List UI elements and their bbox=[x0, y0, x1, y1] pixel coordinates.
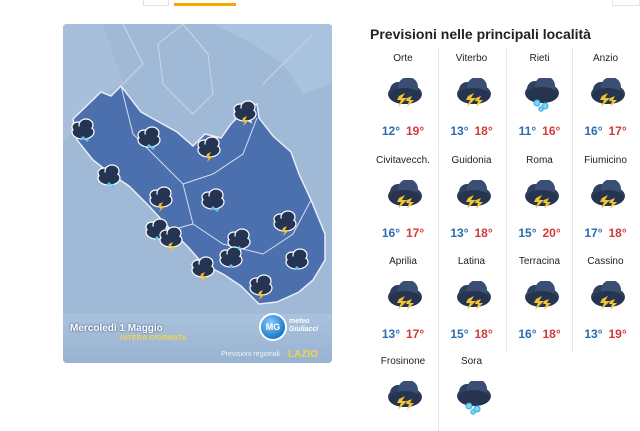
location-name: Orte bbox=[393, 53, 413, 64]
location-name: Frosinone bbox=[380, 356, 426, 367]
thunderstorm-icon bbox=[383, 180, 425, 214]
min-temperature: 17° bbox=[584, 226, 603, 240]
map-rain-icon-5 bbox=[98, 165, 120, 185]
thunderstorm-icon bbox=[452, 78, 494, 112]
min-temperature: 16° bbox=[381, 226, 400, 240]
forecast-cell[interactable] bbox=[506, 48, 572, 149]
thunderstorm-icon bbox=[383, 78, 425, 112]
forecast-cell[interactable] bbox=[572, 150, 638, 251]
temperature-range bbox=[573, 226, 638, 240]
temperature-range bbox=[507, 226, 572, 240]
forecast-cell[interactable] bbox=[506, 251, 572, 352]
forecast-cell[interactable] bbox=[438, 48, 504, 149]
forecast-cell[interactable] bbox=[438, 351, 504, 431]
thunderstorm-icon bbox=[383, 281, 425, 315]
active-tab-indicator bbox=[174, 3, 236, 6]
temperature-range bbox=[439, 427, 504, 431]
forecast-cell[interactable] bbox=[438, 251, 504, 352]
map-date: Mercoledì 1 Maggio bbox=[70, 323, 163, 334]
thunderstorm-icon bbox=[586, 281, 628, 315]
thunderstorm-icon bbox=[586, 78, 628, 112]
map-rain-icon-2 bbox=[138, 127, 160, 147]
top-tab-left[interactable] bbox=[143, 0, 169, 6]
brand-name: meteo Giuliacci bbox=[289, 318, 319, 333]
location-name: Guidonia bbox=[451, 155, 492, 166]
forecast-cell[interactable] bbox=[370, 251, 436, 352]
thunderstorm-icon bbox=[452, 281, 494, 315]
top-tab-right[interactable] bbox=[612, 0, 640, 6]
rain-icon bbox=[520, 78, 562, 112]
max-temperature: 18° bbox=[474, 124, 493, 138]
location-name: Anzio bbox=[592, 53, 618, 64]
thunderstorm-icon bbox=[383, 381, 425, 415]
location-name: Terracina bbox=[518, 256, 561, 267]
temperature-range bbox=[370, 124, 436, 138]
map-rain-icon-9 bbox=[228, 229, 250, 249]
forecast-cell[interactable] bbox=[370, 48, 436, 149]
min-temperature: 11° bbox=[518, 124, 537, 138]
location-name: Cassino bbox=[587, 256, 624, 267]
rain-icon bbox=[452, 381, 494, 415]
location-name: Roma bbox=[526, 155, 553, 166]
temperature-range bbox=[507, 124, 572, 138]
brand-logo[interactable] bbox=[259, 313, 327, 343]
temperature-range bbox=[370, 427, 436, 431]
map-period: INTERA GIORNATA bbox=[120, 335, 188, 342]
forecast-cell[interactable] bbox=[572, 251, 638, 352]
temperature-range bbox=[439, 226, 504, 240]
max-temperature: 19° bbox=[608, 327, 627, 341]
forecast-cell[interactable] bbox=[506, 150, 572, 251]
max-temperature: 18° bbox=[474, 327, 493, 341]
min-temperature: 13° bbox=[450, 226, 469, 240]
location-name: Civitavecch. bbox=[376, 155, 430, 166]
thunderstorm-icon bbox=[520, 281, 562, 315]
temperature-range bbox=[370, 327, 436, 341]
map-rain-icon-11 bbox=[286, 249, 308, 269]
location-name: Latina bbox=[457, 256, 486, 267]
max-temperature: 17° bbox=[406, 226, 425, 240]
thunderstorm-icon bbox=[452, 180, 494, 214]
location-name: Aprilia bbox=[389, 256, 417, 267]
location-name: Sora bbox=[460, 356, 483, 367]
temperature-range bbox=[573, 124, 638, 138]
map-rain-icon-13 bbox=[220, 247, 242, 267]
brand-logo-icon: MG bbox=[259, 313, 287, 341]
max-temperature: 18° bbox=[608, 226, 627, 240]
min-temperature: 16° bbox=[518, 327, 537, 341]
min-temperature: 15° bbox=[518, 226, 537, 240]
forecast-cell[interactable] bbox=[572, 48, 638, 149]
temperature-range bbox=[370, 226, 436, 240]
temperature-range bbox=[507, 327, 572, 341]
thunderstorm-icon bbox=[586, 180, 628, 214]
max-temperature: 18° bbox=[474, 226, 493, 240]
min-temperature: 13° bbox=[450, 124, 469, 138]
max-temperature: 20° bbox=[542, 226, 561, 240]
forecast-cell[interactable] bbox=[370, 351, 436, 431]
min-temperature: 13° bbox=[584, 327, 603, 341]
temperature-range bbox=[439, 327, 504, 341]
min-temperature: 12° bbox=[381, 124, 400, 138]
temperature-range bbox=[439, 124, 504, 138]
max-temperature: 17° bbox=[406, 327, 425, 341]
max-temperature: 19° bbox=[406, 124, 425, 138]
location-name: Viterbo bbox=[455, 53, 488, 64]
max-temperature: 16° bbox=[542, 124, 561, 138]
max-temperature: 17° bbox=[608, 124, 627, 138]
forecast-title: Previsioni nelle principali località bbox=[370, 26, 591, 42]
temperature-range bbox=[573, 327, 638, 341]
forecast-cell[interactable] bbox=[370, 150, 436, 251]
min-temperature: 16° bbox=[584, 124, 603, 138]
location-name: Rieti bbox=[529, 53, 550, 64]
region-map bbox=[63, 24, 332, 363]
max-temperature: 18° bbox=[542, 327, 561, 341]
region-label: Previsioni regionali bbox=[221, 351, 280, 358]
location-name: Fiumicino bbox=[584, 155, 627, 166]
min-temperature: 15° bbox=[450, 327, 469, 341]
map-rain-icon-1 bbox=[72, 119, 94, 139]
forecast-cell[interactable] bbox=[438, 150, 504, 251]
map-rain-icon-7 bbox=[202, 189, 224, 209]
min-temperature: 13° bbox=[381, 327, 400, 341]
thunderstorm-icon bbox=[520, 180, 562, 214]
region-name: LAZIO bbox=[288, 349, 318, 360]
